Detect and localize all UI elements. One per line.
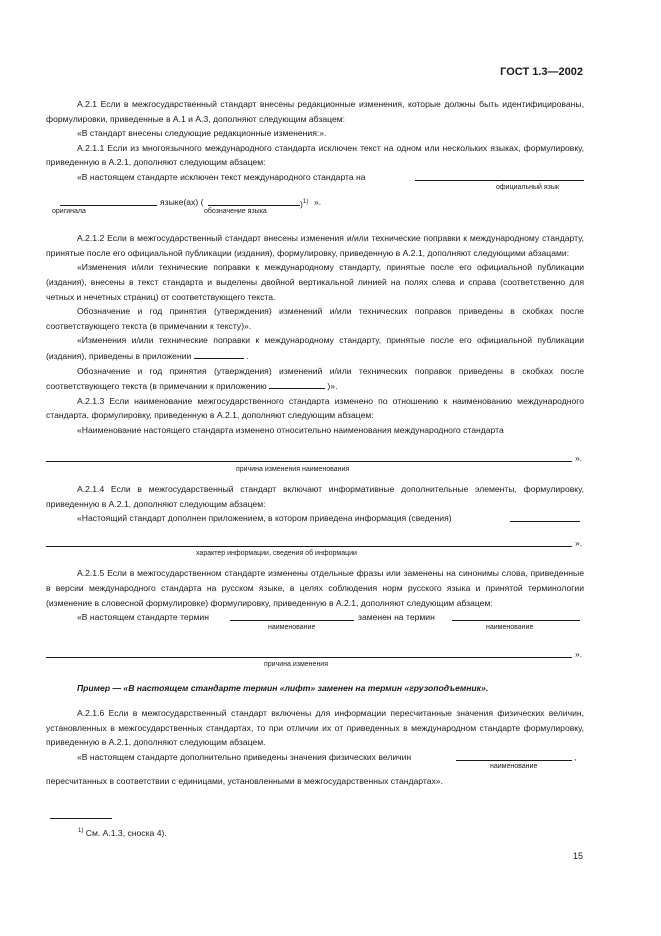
page-number: 15 bbox=[572, 851, 583, 861]
quote-a211-line2: языке(ах) ( )$^{1)}$ ». bbox=[46, 195, 584, 210]
footnote-mark: 1) bbox=[78, 828, 84, 835]
standard-header: ГОСТ 1.3—2002 bbox=[500, 66, 583, 78]
caption-line-a216 bbox=[46, 764, 584, 774]
quote-a215-end: ». bbox=[575, 648, 583, 659]
quote-a212-2: Обозначение и год принятия (утверждения) изменений и/или технических поправок приведены в скобках после соответствующего текста (в примечании к тексту)». bbox=[46, 306, 584, 331]
paragraph-a213: А.2.1.3 Если наименование межгосударственного стандарта изменено по отношению к наименованию международного стандарта, формулировку, приведенную в А.2.1, дополняют следующим абзацем: bbox=[46, 395, 584, 421]
blank-official-language bbox=[415, 170, 584, 181]
quote-a211-lang-word: языке(ах) ( bbox=[160, 196, 204, 207]
caption-original: оригинала bbox=[52, 208, 86, 216]
caption-term-1: наименование bbox=[268, 623, 316, 631]
blank-name-change-reason bbox=[46, 451, 572, 462]
quote-a212-4: Обозначение и год принятия (утверждения) изменений и/или технических поправок приведены в скобках после соответствующего текста (в примечании к приложению )». bbox=[46, 365, 584, 392]
paragraph-a214: А.2.1.4 Если в межгосударственный стандарт включают информативные дополнительные элементы, формулировку, приведенную в А.2.1, дополняют следующим абзацем: bbox=[46, 484, 584, 509]
quote-a214-end: ». bbox=[575, 537, 583, 548]
paragraph-a21: А.2.1 Если в межгосударственный стандарт внесены редакционные изменения, которые должны быть идентифицированы, формулировки, приведенные в А.1 и А.3, дополняют следующим абзацем: bbox=[46, 99, 584, 124]
footnote-ref: 1) bbox=[302, 198, 309, 205]
blank-line-a213 bbox=[46, 451, 584, 466]
document-body bbox=[46, 97, 584, 789]
quote-a216-start: «В настоящем стандарте дополнительно приведены значения физических величин bbox=[77, 751, 412, 762]
quote-a216-end: пересчитанных в соответствии с единицами, установленными в межгосударственных стандартах». bbox=[46, 776, 443, 787]
caption-official-language: официальный язык bbox=[496, 183, 559, 191]
caption-change-reason: причина изменения bbox=[264, 661, 329, 669]
footnote-text: См. А.1.3, сноска 4). bbox=[85, 828, 167, 838]
blank-appendix-2 bbox=[269, 378, 325, 389]
quote-a215-mid: заменен на термин bbox=[358, 612, 435, 623]
blank-info-2 bbox=[46, 536, 572, 547]
blank-term-1 bbox=[230, 610, 354, 621]
blank-language-designation bbox=[208, 195, 300, 206]
paragraph-a211: А.2.1.1 Если из многоязычного международного стандарта исключен текст на одном или нескольких языках, формулировку, приведенную в А.2.1, дополняют следующим абзацем: bbox=[46, 142, 584, 168]
example-note: Пример — «В настоящем стандарте термин «лифт» заменен на термин «грузоподъемник». bbox=[77, 683, 489, 694]
caption-language-designation: обозначение языка bbox=[204, 208, 267, 216]
quote-a215-start: «В настоящем стандарте термин bbox=[77, 612, 209, 623]
caption-line-a213 bbox=[46, 466, 584, 476]
blank-appendix-1 bbox=[194, 348, 244, 359]
caption-line-a211 bbox=[46, 185, 584, 195]
footnote-divider bbox=[50, 818, 112, 819]
quote-a211-end: ». bbox=[314, 196, 322, 207]
blank-change-reason bbox=[46, 647, 572, 658]
quote-a21: «В стандарт внесены следующие редакционные изменения:». bbox=[77, 128, 327, 139]
blank-line-a215 bbox=[46, 647, 584, 662]
blank-info-1 bbox=[510, 511, 580, 522]
blank-quantity-name bbox=[456, 750, 572, 761]
quote-a213: «Наименование настоящего стандарта изменено относительно наименования международного стандарта bbox=[77, 424, 504, 435]
quote-a214: «Настоящий стандарт дополнен приложением, в котором приведена информация (сведения) bbox=[77, 513, 452, 524]
paragraph-a216: А.2.1.6 Если в межгосударственный стандарт включены для информации пересчитанные значения физических величин, установленных в межгосударственных стандартах, то при отличии их от приведенных в международном стандарте формулировку, приведенную в А.2.1, дополняют следующим абзацем. bbox=[46, 708, 584, 748]
footnote bbox=[78, 828, 167, 838]
caption-line-a211b bbox=[46, 209, 584, 219]
caption-info-character: характер информации, сведения об информации bbox=[196, 550, 357, 558]
blank-line-a214 bbox=[46, 536, 584, 551]
caption-quantity-name: наименование bbox=[490, 763, 538, 771]
quote-a216-comma: , bbox=[574, 751, 577, 762]
quote-a213-end: ». bbox=[575, 453, 583, 464]
quote-a211-start: «В настоящем стандарте исключен текст международного стандарта на bbox=[77, 171, 366, 182]
quote-a212-3: «Изменения и/или технические поправки к международному стандарту, принятые после его официальной публикации (издания), приведены в приложении . bbox=[46, 335, 584, 361]
quote-a214-line bbox=[46, 511, 584, 526]
paragraph-a212: А.2.1.2 Если в межгосударственный стандарт внесены изменения и/или технические поправки к международному стандарту, принятые после его официальной публикации (издания), формулировку, приведенную в А.2.1, дополняют следующими абзацами: bbox=[46, 233, 584, 258]
caption-name-change-reason: причина изменения наименования bbox=[236, 466, 350, 474]
caption-line-a215 bbox=[46, 625, 584, 635]
caption-line-a215b bbox=[46, 661, 584, 671]
paragraph-a215: А.2.1.5 Если в межгосударственном стандарте изменены отдельные фразы или заменены на синонимы слова, приведенные в версии международного стандарта на русском языке, в целях соблюдения норм русского языка и принятой терминологии (изменение в словесной формулировке) формулировку, приведенную в А.2.1, дополняют следующим абзацем: bbox=[46, 568, 584, 608]
caption-term-2: наименование bbox=[486, 623, 534, 631]
blank-term-2 bbox=[452, 610, 580, 621]
caption-line-a214 bbox=[46, 550, 584, 560]
blank-original bbox=[60, 195, 157, 206]
quote-a212-1: «Изменения и/или технические поправки к международному стандарту, принятые после его официальной публикации (издания), внесены в текст стандарта и выделены двойной вертикальной линией на полях слева и справа (соответственно для четных и нечетных страниц) от соответствующего текста. bbox=[46, 262, 584, 302]
